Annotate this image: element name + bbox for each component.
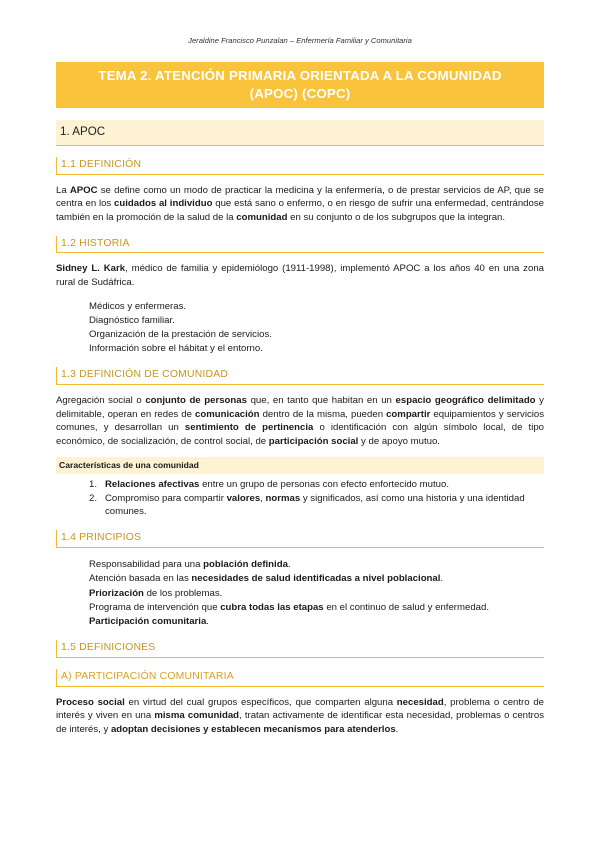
list-item: Organización de la prestación de servicios. xyxy=(89,328,272,340)
list-item: Médicos y enfermeras. xyxy=(89,300,187,312)
list-item: Atención basada en las necesidades de salud identificadas a nivel poblacional. xyxy=(89,573,444,585)
principles-list xyxy=(89,558,544,629)
section-heading-participacion: A) PARTICIPACIÓN COMUNITARIA xyxy=(56,669,544,687)
characteristics-list xyxy=(89,478,544,520)
community-definition-paragraph: Agregación social o conjunto de personas que, en tanto que habitan en un espacio geográfico delimitado y delimitable, operan en redes de comunicación dentro de la misma, pueden compartir equipamientos y servicios comunes, y desarrollan un sentimiento de pertinencia o identificación con algún símbolo local, de tipo económico, de socialización, de control social, de participación social y de apoyo mutuo. xyxy=(56,395,545,447)
history-paragraph: Sidney L. Kark, médico de familia y epidemiólogo (1911-1998), implementó APOC a los años 40 en una zona rural de Sudáfrica. xyxy=(56,263,544,288)
list-item: Responsabilidad para una población definida. xyxy=(89,559,291,571)
list-item: Programa de intervención que cubra todas las etapas en el continuo de salud y enfermedad. xyxy=(89,601,489,613)
history-list xyxy=(89,300,544,357)
running-header: Jeraldine Francisco Punzalan – Enfermería Familiar y Comunitaria xyxy=(188,36,412,45)
list-item: Participación comunitaria. xyxy=(89,615,209,627)
section-heading-apoc: 1. APOC xyxy=(56,120,544,145)
list-item: 2. Compromiso para compartir valores, normas y significados, así como una historia y una identidad comunes. xyxy=(89,492,525,518)
section-heading-definicion-comunidad: 1.3 DEFINICIÓN DE COMUNIDAD xyxy=(56,367,544,385)
chapter-title-line-1: TEMA 2. ATENCIÓN PRIMARIA ORIENTADA A LA COMUNIDAD xyxy=(98,67,502,83)
list-item: Priorización de los problemas. xyxy=(89,587,223,599)
definition-paragraph: La APOC se define como un modo de practicar la medicina y la enfermería, o de prestar servicios de AP, que se centra en los cuidados al individuo que está sano o enfermo, o en riesgo de sufrir una enfermedad, centrándose también en la promoción de la salud de la comunidad en su conjunto o de los subgrupos que la integran. xyxy=(56,184,544,223)
chapter-title xyxy=(56,62,544,109)
list-item: 1. Relaciones afectivas entre un grupo de personas con efecto enfortecido mutuo. xyxy=(89,478,450,490)
section-heading-definicion: 1.1 DEFINICIÓN xyxy=(56,157,544,175)
list-item: Diagnóstico familiar. xyxy=(89,314,175,326)
section-heading-historia: 1.2 HISTORIA xyxy=(56,236,544,254)
chapter-title-line-2: (APOC) (COPC) xyxy=(249,86,351,102)
subheading-caracteristicas: Características de una comunidad xyxy=(56,457,544,473)
participation-paragraph: Proceso social en virtud del cual grupos específicos, que comparten alguna necesidad, problema o centro de interés y viven en una misma comunidad, tratan activamente de identificar esta necesidad, problemas o centros de interés, y adoptan decisiones y establecen mecanismos para atenderlos. xyxy=(56,696,544,735)
list-item: Información sobre el hábitat y el entorno. xyxy=(89,343,263,355)
section-heading-principios: 1.4 PRINCIPIOS xyxy=(56,530,544,548)
section-heading-definiciones: 1.5 DEFINICIONES xyxy=(56,640,544,658)
